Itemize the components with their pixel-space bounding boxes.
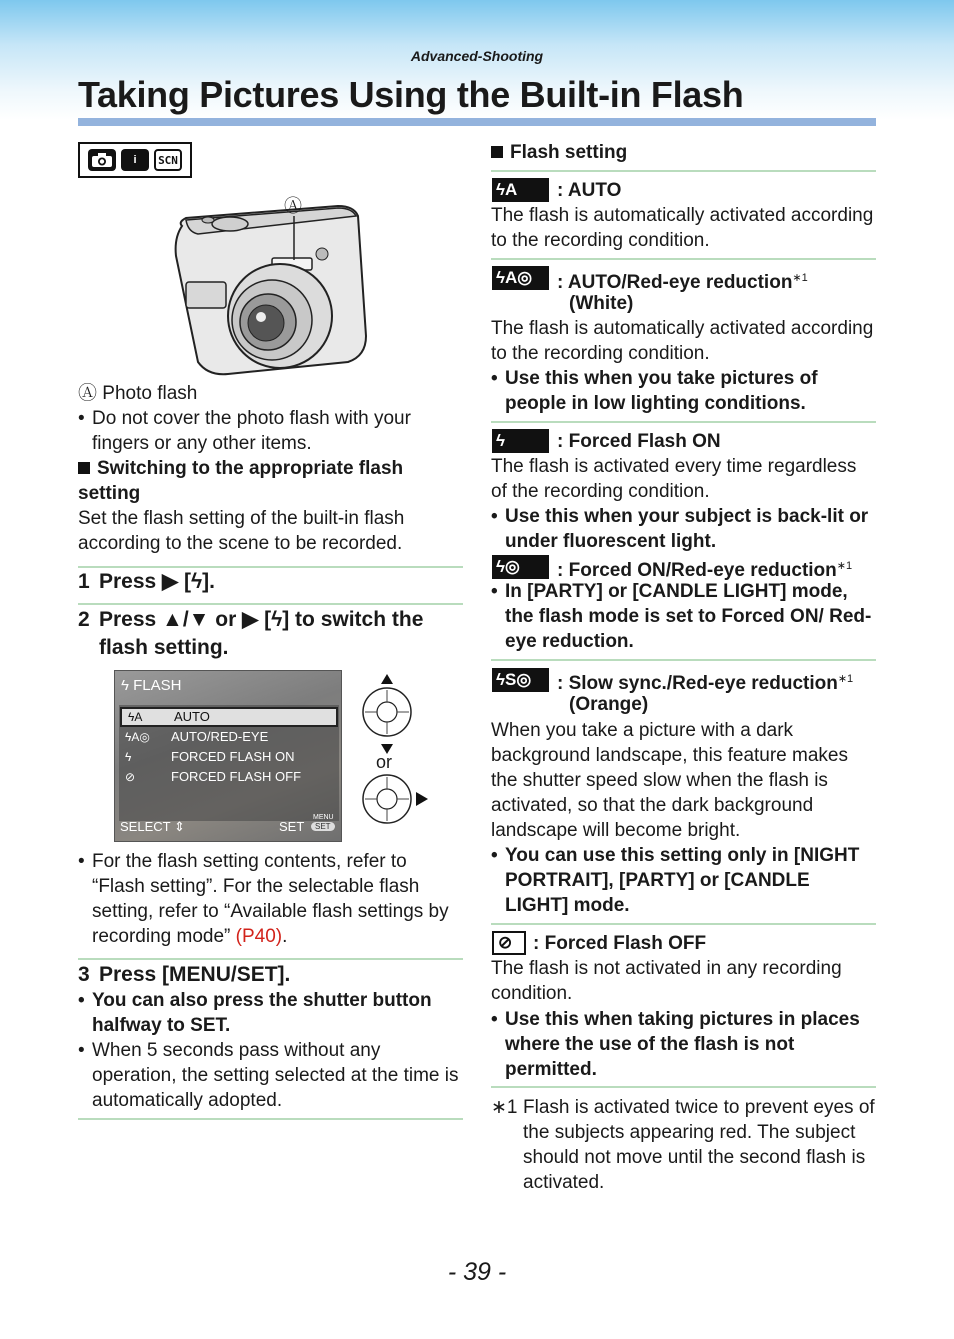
square-bullet-icon	[491, 146, 503, 158]
slow-body: When you take a picture with a dark background landscape, this feature makes the shutter speed slow when the flash is activated, so that the dark background landscape will become bright.	[491, 720, 848, 841]
menu-item-label: AUTO	[174, 709, 210, 724]
footnote-mark: ∗1	[491, 1097, 518, 1118]
divider	[491, 170, 876, 172]
divider	[78, 958, 463, 960]
menu-title: ϟ FLASH	[121, 677, 182, 694]
note-end: .	[282, 926, 288, 947]
intelligent-auto-icon: i	[121, 149, 149, 171]
auto-body: The flash is automatically activated according to the recording condition.	[491, 205, 874, 251]
flash-off-icon: ⊘	[125, 770, 136, 784]
switch-body: Set the flash setting of the built-in flash according to the scene to be recorded.	[78, 508, 405, 554]
bullet-text: Use this when your subject is back-lit or under fluorescent light.	[505, 506, 869, 552]
divider	[491, 421, 876, 423]
off-body: The flash is not activated in any recording condition.	[491, 958, 842, 1004]
set-small-badge: SET	[311, 822, 335, 831]
nav-or-label: or	[376, 752, 393, 772]
divider	[78, 603, 463, 605]
bullet-dot: •	[491, 368, 498, 389]
step-1	[78, 568, 463, 596]
switch-heading	[78, 456, 448, 506]
nav-pad-updown-icon	[360, 672, 414, 758]
slow-title-color: (Orange)	[569, 694, 649, 715]
flash-on-badge: ϟ	[492, 429, 549, 453]
menu-item-forced-on[interactable]	[119, 747, 339, 767]
divider	[491, 659, 876, 661]
step-text: Press [MENU/SET].	[99, 963, 291, 986]
flash-callout: Ⓐ	[284, 196, 302, 216]
nav-pad-right-icon	[362, 772, 432, 826]
bullet-text: You can use this setting only in [NIGHT PORTRAIT], [PARTY] or [CANDLE LIGHT] mode.	[505, 845, 860, 916]
bullet-dot: •	[78, 408, 85, 429]
flash-auto-badge: ϟA	[492, 178, 549, 202]
bullet-dot: •	[78, 990, 85, 1011]
step-3	[78, 961, 463, 989]
list-item	[491, 366, 876, 416]
list-item	[491, 1007, 876, 1082]
bullet-dot: •	[491, 506, 498, 527]
scene-icon: SCN	[154, 149, 182, 171]
bullet-text: When 5 seconds pass without any operation, the setting selected at the time is automatically adopted.	[92, 1040, 459, 1111]
step-number: 2	[78, 608, 90, 631]
step-number: 3	[78, 963, 90, 986]
menu-item-auto-red-eye[interactable]	[119, 727, 339, 747]
camera-icon	[88, 149, 116, 171]
divider	[491, 258, 876, 260]
menu-item-auto[interactable]	[120, 707, 338, 727]
bullet-text: Use this when taking pictures in places where the use of the flash is not permitted.	[505, 1009, 860, 1080]
flash-slow-sync-badge: ϟS◎	[492, 668, 549, 692]
redeye-body: The flash is automatically activated according to the recording condition.	[491, 318, 874, 364]
bullet-text: Use this when you take pictures of people in low lighting conditions.	[505, 368, 818, 414]
section-label: Advanced-Shooting	[410, 48, 544, 64]
menu-small-label: MENU	[313, 814, 334, 821]
footnote-ref: ∗1	[792, 272, 808, 284]
page-link[interactable]: (P40)	[235, 926, 283, 947]
flash-off-badge: ⊘	[492, 931, 526, 955]
forced-re-title-text: : Forced ON/Red-eye reduction	[557, 560, 837, 581]
menu-list	[119, 705, 339, 821]
set-hint: SET	[279, 819, 305, 834]
square-bullet-icon	[78, 462, 90, 474]
select-hint: SELECT ⇕	[120, 819, 185, 834]
bullet-dot: •	[78, 851, 85, 872]
menu-item-forced-off[interactable]	[119, 767, 339, 787]
step-text: Press ▶ [ϟ].	[99, 570, 215, 593]
divider	[78, 1118, 463, 1120]
forced-body: The flash is activated every time regardless of the recording condition.	[491, 456, 857, 502]
off-title: : Forced Flash OFF	[533, 933, 707, 954]
flash-setting-heading-text: Flash setting	[510, 142, 628, 163]
page-title: Taking Pictures Using the Built-in Flash	[78, 74, 744, 115]
flash-menu-screen	[114, 670, 342, 842]
switch-heading-text: Switching to the appropriate flash setting	[78, 458, 404, 504]
bullet-dot: •	[491, 581, 498, 602]
page-number: - 39 -	[447, 1258, 507, 1286]
photo-flash-label: Ⓐ Photo flash	[78, 383, 198, 404]
camera-illustration	[168, 186, 378, 378]
list-item	[78, 849, 463, 949]
menu-item-label: FORCED FLASH OFF	[171, 769, 302, 784]
auto-title: : AUTO	[557, 180, 622, 201]
list-item	[78, 988, 463, 1038]
step-text: Press ▲/▼ or ▶ [ϟ] to switch the flash setting.	[99, 608, 424, 659]
redeye-title-text: : AUTO/Red-eye reduction	[557, 272, 793, 293]
flash-setting-heading	[491, 140, 627, 165]
mode-icons	[78, 142, 192, 178]
bullet-text: Do not cover the photo flash with your fingers or any other items.	[92, 408, 411, 454]
flash-auto-icon: ϟA	[128, 710, 143, 724]
footnote-ref: ∗1	[836, 560, 853, 572]
forced-title: : Forced Flash ON	[557, 431, 721, 452]
divider	[491, 923, 876, 925]
menu-item-label: AUTO/RED-EYE	[171, 729, 269, 744]
list-item	[78, 1038, 463, 1113]
redeye-title-color: (White)	[569, 293, 634, 314]
divider	[491, 1086, 876, 1088]
slow-title-text: : Slow sync./Red-eye reduction	[557, 673, 838, 694]
bullet-text: In [PARTY] or [CANDLE LIGHT] mode, the flash mode is set to Forced ON/ Red-eye reduction.	[505, 581, 872, 652]
title-rule	[78, 118, 876, 126]
list-item	[491, 579, 876, 654]
footnote-text: Flash is activated twice to prevent eyes of the subjects appearing red. The subject should not move until the second flash is activated.	[523, 1097, 875, 1193]
bullet-dot: •	[491, 1009, 498, 1030]
bullet-text: You can also press the shutter button halfway to SET.	[92, 990, 432, 1036]
menu-item-label: FORCED FLASH ON	[171, 749, 295, 764]
list-item	[491, 504, 876, 554]
flash-on-red-eye-badge: ϟ◎	[492, 555, 549, 579]
list-item	[78, 406, 448, 456]
bullet-dot: •	[491, 845, 498, 866]
step-2	[78, 606, 463, 662]
note-text: For the flash setting contents, refer to “Flash setting”. For the selectable flash setting, refer to “Available flash settings by recording mode”	[92, 851, 449, 947]
list-item	[491, 843, 876, 918]
bullet-dot: •	[78, 1040, 85, 1061]
step-number: 1	[78, 570, 90, 593]
flash-auto-red-eye-badge: ϟA◎	[492, 266, 549, 290]
footnote-ref: ∗1	[837, 673, 854, 685]
flash-auto-red-eye-icon: ϟA◎	[125, 730, 150, 744]
flash-on-icon: ϟ	[125, 750, 132, 764]
